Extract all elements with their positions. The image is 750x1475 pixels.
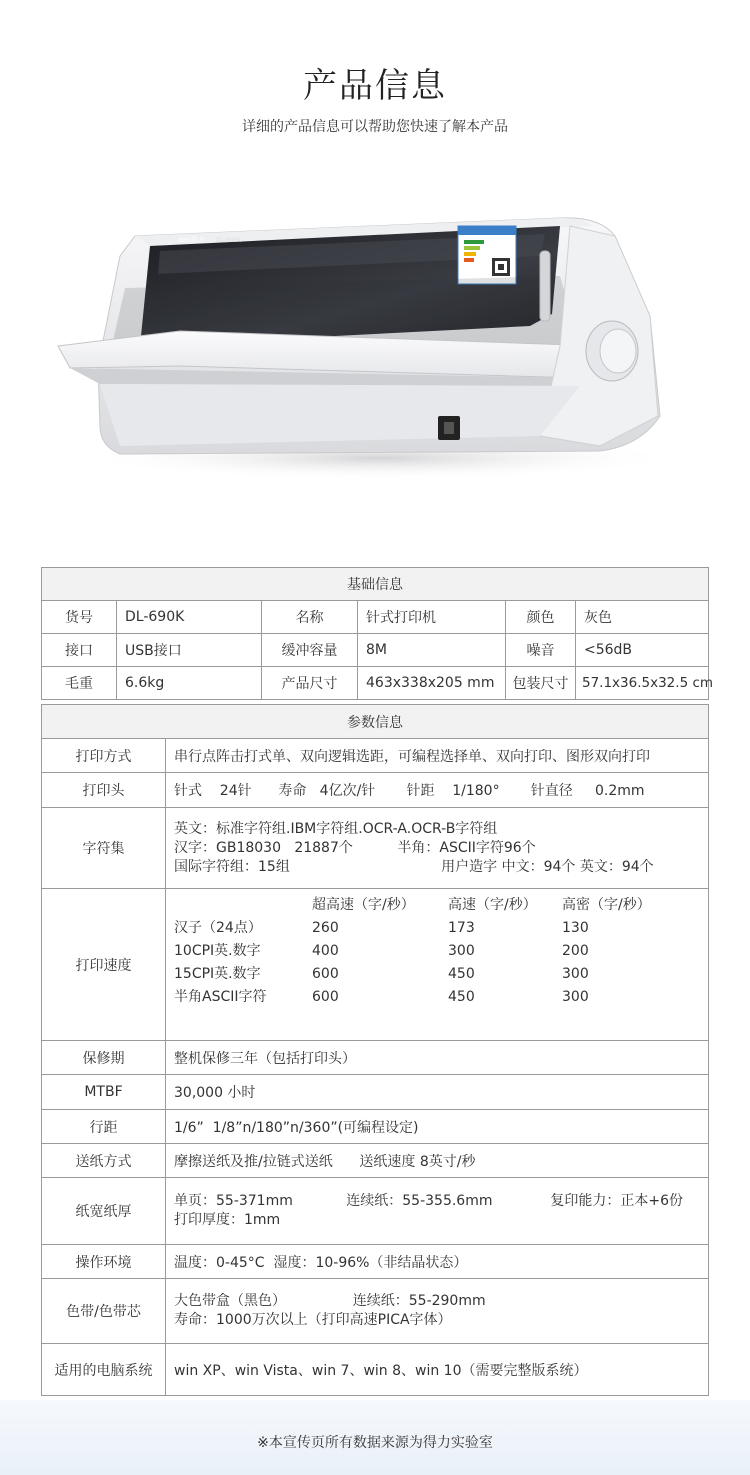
param-label: 行距: [42, 1110, 166, 1144]
speed-cell: 300: [562, 966, 589, 982]
field-value: <56dB: [576, 634, 709, 667]
basic-info-table: [41, 567, 714, 700]
table-row: [42, 1178, 709, 1245]
speed-cell: 450: [448, 989, 475, 1005]
params-section-title: 参数信息: [42, 705, 709, 739]
speed-cell: 600: [312, 989, 339, 1005]
table-row: [42, 601, 709, 634]
param-label: 保修期: [42, 1041, 166, 1075]
basic-section-title: 基础信息: [42, 568, 709, 601]
param-label: 打印方式: [42, 739, 166, 773]
table-row: [42, 889, 709, 1041]
charset-line: 汉字：GB18030 21887个 半角：ASCII字符96个: [174, 839, 536, 856]
speed-cell: 173: [448, 920, 475, 936]
speed-cell: 200: [562, 943, 589, 959]
param-label: 纸宽纸厚: [42, 1178, 166, 1245]
param-value: 温度：0-45°C 湿度：10-96%（非结晶状态）: [166, 1245, 709, 1279]
field-label: 名称: [262, 601, 358, 634]
speed-cell: 汉子（24点）: [174, 920, 262, 936]
speed-cell: 600: [312, 966, 339, 982]
paper-width-line: 单页：55-371mm 连续纸：55-355.6mm 复印能力：正本+6份: [174, 1193, 683, 1209]
field-label: 货号: [42, 601, 117, 634]
field-value: 针式打印机: [358, 601, 506, 634]
param-value: 1/6” 1/8”n/180”n/360”(可编程设定): [166, 1110, 709, 1144]
speed-cell: 半角ASCII字符: [174, 989, 267, 1005]
table-row: [42, 1075, 709, 1110]
table-row: [42, 808, 709, 889]
param-label: 字符集: [42, 808, 166, 889]
table-row: [42, 667, 709, 700]
table-row: [42, 1041, 709, 1075]
page-subtitle: 详细的产品信息可以帮助您快速了解本产品: [242, 119, 508, 135]
params-table: [41, 704, 709, 1396]
printer-illustration: [40, 196, 690, 516]
charset-line: 英文：标准字符组.IBM字符组.OCR-A.OCR-B字符组: [174, 820, 498, 837]
param-label: 打印头: [42, 773, 166, 808]
speed-cell: 130: [562, 920, 589, 936]
ribbon-line: 寿命：1000万次以上（打印高速PICA字体）: [174, 1312, 452, 1328]
speed-cell: 450: [448, 966, 475, 982]
field-value: USB接口: [117, 634, 262, 667]
table-row: [42, 1245, 709, 1279]
param-label: 送纸方式: [42, 1144, 166, 1178]
field-label: 接口: [42, 634, 117, 667]
speed-cell: 15CPI英.数字: [174, 966, 261, 982]
table-row: [42, 1144, 709, 1178]
field-value: 6.6kg: [117, 667, 262, 700]
param-value: [166, 1279, 709, 1344]
charset-line: 国际字符组：15组 用户造字 中文：94个 英文：94个: [174, 858, 654, 875]
field-label: 缓冲容量: [262, 634, 358, 667]
table-row: [42, 634, 709, 667]
product-image: [40, 196, 690, 516]
field-value: 灰色: [576, 601, 709, 634]
paper-width-line: 打印厚度：1mm: [174, 1212, 281, 1228]
param-value: win XP、win Vista、win 7、win 8、win 10（需要完整版系统）: [166, 1344, 709, 1396]
speed-header: 高密（字/秒）: [562, 897, 651, 913]
speed-cell: 400: [312, 943, 339, 959]
field-label: 毛重: [42, 667, 117, 700]
field-label: 噪音: [506, 634, 576, 667]
speed-cell: 260: [312, 920, 339, 936]
field-value: 57.1x36.5x32.5 cm: [576, 667, 709, 700]
param-value: 摩擦送纸及推/拉链式送纸 送纸速度 8英寸/秒: [166, 1144, 709, 1178]
footer-note: ※本宣传页所有数据来源为得力实验室: [257, 1435, 493, 1451]
table-row: [42, 1279, 709, 1344]
field-label: 包装尺寸: [506, 667, 576, 700]
field-value: DL-690K: [117, 601, 262, 634]
page-title: 产品信息: [303, 66, 447, 106]
param-value: 整机保修三年（包括打印头）: [166, 1041, 709, 1075]
speed-header: 高速（字/秒）: [448, 897, 537, 913]
param-label: 适用的电脑系统: [42, 1344, 166, 1396]
param-label: 打印速度: [42, 889, 166, 1041]
field-label: 颜色: [506, 601, 576, 634]
field-label: 产品尺寸: [262, 667, 358, 700]
param-value: [166, 808, 709, 889]
table-row: [42, 773, 709, 808]
table-row: [42, 1110, 709, 1144]
field-value: 8M: [358, 634, 506, 667]
table-row: [42, 739, 709, 773]
param-label: 色带/色带芯: [42, 1279, 166, 1344]
speed-cell: 10CPI英.数字: [174, 943, 261, 959]
field-value: 463x338x205 mm: [358, 667, 506, 700]
param-label: MTBF: [42, 1075, 166, 1110]
speed-header: 超高速（字/秒）: [312, 897, 415, 913]
speed-table: [166, 889, 709, 1041]
brand-label: deli得力: [178, 236, 205, 244]
table-row: [42, 1344, 709, 1396]
param-label: 操作环境: [42, 1245, 166, 1279]
param-value: 30,000 小时: [166, 1075, 709, 1110]
speed-cell: 300: [562, 989, 589, 1005]
param-value: 针式 24针 寿命 4亿次/针 针距 1/180° 针直径 0.2mm: [166, 773, 709, 808]
speed-cell: 300: [448, 943, 475, 959]
speed-header: [174, 894, 312, 917]
ribbon-line: 大色带盒（黑色） 连续纸：55-290mm: [174, 1293, 486, 1309]
model-label: DL-690K: [216, 237, 242, 244]
param-value: [166, 1178, 709, 1245]
param-value: 串行点阵击打式单、双向逻辑选距，可编程选择单、双向打印、图形双向打印: [166, 739, 709, 773]
